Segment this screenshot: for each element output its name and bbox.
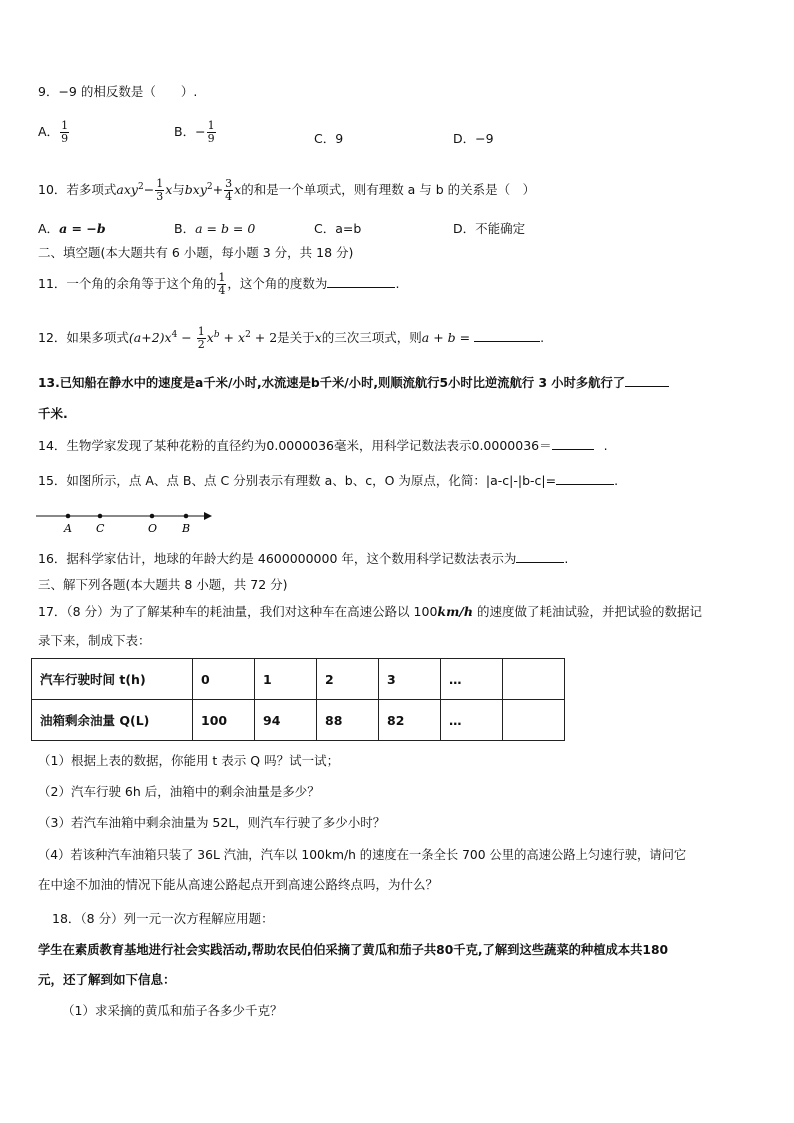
denominator: 2 [197, 338, 205, 352]
section-3-heading: 三、解下列各题(本大题共 8 小题，共 72 分) [38, 577, 288, 592]
exponent: b [213, 330, 220, 340]
denominator: 4 [218, 284, 226, 297]
fraction [224, 178, 233, 203]
q9-option-a [38, 120, 70, 145]
answer-blank [552, 449, 594, 450]
option-text: a = −b [59, 221, 106, 236]
option-text: 9 [335, 131, 344, 146]
question-17-part-3: （3）若汽车油箱中剩余油量为 52L，则汽车行驶了多少小时？ [38, 815, 386, 830]
table-cell: 2 [317, 659, 379, 700]
option-label: B． [174, 124, 196, 139]
point-c-dot [98, 514, 103, 519]
sign: − [195, 124, 206, 139]
option-text: a=b [335, 221, 362, 236]
stem-suffix: ，这个角的度数为 [227, 276, 328, 291]
q9-option-b [174, 120, 217, 145]
question-17-part-4-line-1: （4）若该种汽车油箱只装了 36L 汽油，汽车以 100km/h 的速度在一条全长 700 公里的高速公路上匀速行驶，请问它 [38, 848, 687, 862]
question-18-part-1: （1）求采摘的黄瓜和茄子各多少千克？ [62, 1003, 283, 1018]
operator: − [177, 330, 196, 346]
denominator: 4 [225, 190, 233, 204]
denominator: 9 [207, 132, 215, 145]
expression: a + b = [421, 330, 471, 346]
q10-option-a [38, 219, 106, 237]
numerator: 1 [197, 325, 205, 339]
answer-blank [474, 341, 540, 342]
connector: 与 [172, 182, 185, 198]
numerator: 1 [61, 119, 69, 132]
q10-option-d [453, 219, 525, 237]
unit: km/h [437, 604, 473, 619]
answer-blank [625, 386, 669, 387]
question-11 [38, 272, 399, 297]
table-cell: 100 [193, 700, 255, 741]
stem-text: 17．（8 分）为了了解某种车的耗油量，我们对这种车在高速公路以 100 [38, 604, 438, 619]
connector: 是关于 [277, 330, 315, 346]
end-mark: . [614, 473, 619, 488]
fuel-data-table [31, 658, 565, 741]
exponent: 2 [137, 182, 144, 192]
question-13-line-1 [38, 374, 669, 392]
question-17-part-1: （1）根据上表的数据，你能用 t 表示 Q 吗？试一试； [38, 753, 340, 768]
stem-text: 16．据科学家估计，地球的年龄大约是 4600000000 年，这个数用科学记数法表示为 [38, 551, 517, 566]
stem-prefix: 10．若多项式 [38, 182, 117, 198]
q9-option-d [453, 129, 494, 147]
question-15 [38, 472, 618, 490]
table-cell: … [441, 659, 503, 700]
point-a-dot [66, 514, 71, 519]
option-label: C． [314, 131, 336, 146]
option-label: D． [453, 221, 476, 236]
operator: − [143, 182, 155, 198]
table-cell: … [441, 700, 503, 741]
section-2-heading: 二、填空题(本大题共有 6 小题，每小题 3 分，共 18 分) [38, 245, 354, 260]
answer-blank [327, 287, 395, 288]
table-cell: 0 [193, 659, 255, 700]
stem-suffix: 的三次三项式，则 [321, 330, 422, 346]
exponent: 4 [171, 330, 178, 340]
denominator: 3 [156, 190, 164, 204]
question-17-part-4-line-2: 在中途不加油的情况下能从高速公路起点开到高速公路终点吗，为什么？ [38, 877, 439, 892]
answer-blank [516, 562, 564, 563]
denominator: 9 [61, 132, 69, 145]
option-text: a = b = 0 [195, 221, 256, 236]
variable: x [234, 182, 242, 198]
table-cell [503, 700, 565, 741]
question-18-line-3: 元，还了解到如下信息： [38, 972, 176, 987]
question-18-line-1: 18．（8 分）列一元一次方程解应用题： [52, 911, 274, 926]
question-17-part-2: （2）汽车行驶 6h 后，油箱中的剩余油量是多少？ [38, 784, 320, 799]
table-row [32, 659, 565, 700]
question-9-stem: 9．−9 的相反数是（ ）. [38, 84, 198, 99]
table-cell: 1 [255, 659, 317, 700]
numerator: 1 [218, 271, 226, 284]
table-cell: 94 [255, 700, 317, 741]
point-a-label: A [64, 522, 72, 535]
point-o-label: O [148, 522, 158, 535]
question-17-line-2: 录下来，制成下表： [38, 633, 151, 648]
variable: x [165, 182, 173, 198]
point-b-label: B [182, 522, 191, 535]
stem-text: 14．生物学家发现了某种花粉的直径约为0.0000036毫米，用科学记数法表示0.0000036＝ [38, 438, 552, 453]
stem-prefix: 12．如果多项式 [38, 330, 129, 346]
question-10-stem [38, 178, 535, 203]
variable: x [206, 330, 214, 346]
question-17-line-1 [38, 603, 702, 621]
end-mark: . [564, 551, 569, 566]
q10-option-c [314, 219, 361, 237]
table-cell: 82 [379, 700, 441, 741]
exponent: 2 [245, 330, 251, 340]
stem-text: 15．如图所示，点 A、点 B、点 C 分别表示有理数 a、b、c，O 为原点，化简：|a-c|-|b-c|= [38, 473, 557, 488]
answer-blank [556, 484, 614, 485]
table-cell [503, 659, 565, 700]
q10-option-b [174, 219, 255, 237]
point-o-dot [150, 514, 155, 519]
term: axy [116, 182, 138, 198]
table-row-header: 油箱剩余油量 Q(L) [32, 700, 193, 741]
fraction [217, 272, 226, 297]
number-line-figure [34, 506, 224, 538]
numerator: 1 [156, 177, 164, 191]
stem-suffix: 的和是一个单项式，则有理数 a 与 b 的关系是（ ） [241, 182, 536, 198]
fraction [197, 326, 206, 351]
option-label: D． [453, 131, 476, 146]
question-18-line-2: 学生在素质教育基地进行社会实践活动,帮助农民伯伯采摘了黄瓜和茄子共80千克,了解到这些蔬菜的种植成本共180 [38, 943, 669, 957]
table-row-header: 汽车行驶时间 t(h) [32, 659, 193, 700]
term: (a+2)x [128, 330, 172, 346]
table-cell: 3 [379, 659, 441, 700]
question-13-line-2: 千米. [38, 406, 68, 421]
option-label: A． [38, 221, 60, 236]
end-mark: . [540, 330, 545, 346]
question-14 [38, 437, 608, 455]
option-label: B． [174, 221, 196, 236]
end-mark: . [603, 438, 608, 453]
option-label: C． [314, 221, 336, 236]
question-16 [38, 550, 568, 568]
point-b-dot [184, 514, 189, 519]
stem-text: 的速度做了耗油试验，并把试验的数据记 [472, 604, 702, 619]
option-label: A． [38, 124, 60, 139]
option-text: −9 [475, 131, 494, 146]
arrow-icon [204, 512, 212, 520]
q9-option-c [314, 129, 343, 147]
numerator: 3 [225, 177, 233, 191]
fraction [155, 178, 164, 203]
stem-prefix: 11．一个角的余角等于这个角的 [38, 276, 217, 291]
stem-text: 13.已知船在静水中的速度是a千米/小时,水流速是b千米/小时,则顺流航行5小时比逆流航行 3 小时多航行了 [38, 376, 626, 390]
variable: x [314, 330, 322, 346]
term: + x [219, 330, 246, 346]
table-row [32, 700, 565, 741]
question-12 [38, 326, 544, 351]
term: + 2 [250, 330, 278, 346]
operator: + [212, 182, 224, 198]
exponent: 2 [206, 182, 213, 192]
end-mark: . [395, 276, 400, 291]
numerator: 1 [207, 119, 215, 132]
fraction [207, 120, 216, 145]
point-c-label: C [96, 522, 105, 535]
fraction [60, 120, 69, 145]
table-cell: 88 [317, 700, 379, 741]
term: bxy [184, 182, 207, 198]
option-text: 不能确定 [475, 221, 526, 236]
